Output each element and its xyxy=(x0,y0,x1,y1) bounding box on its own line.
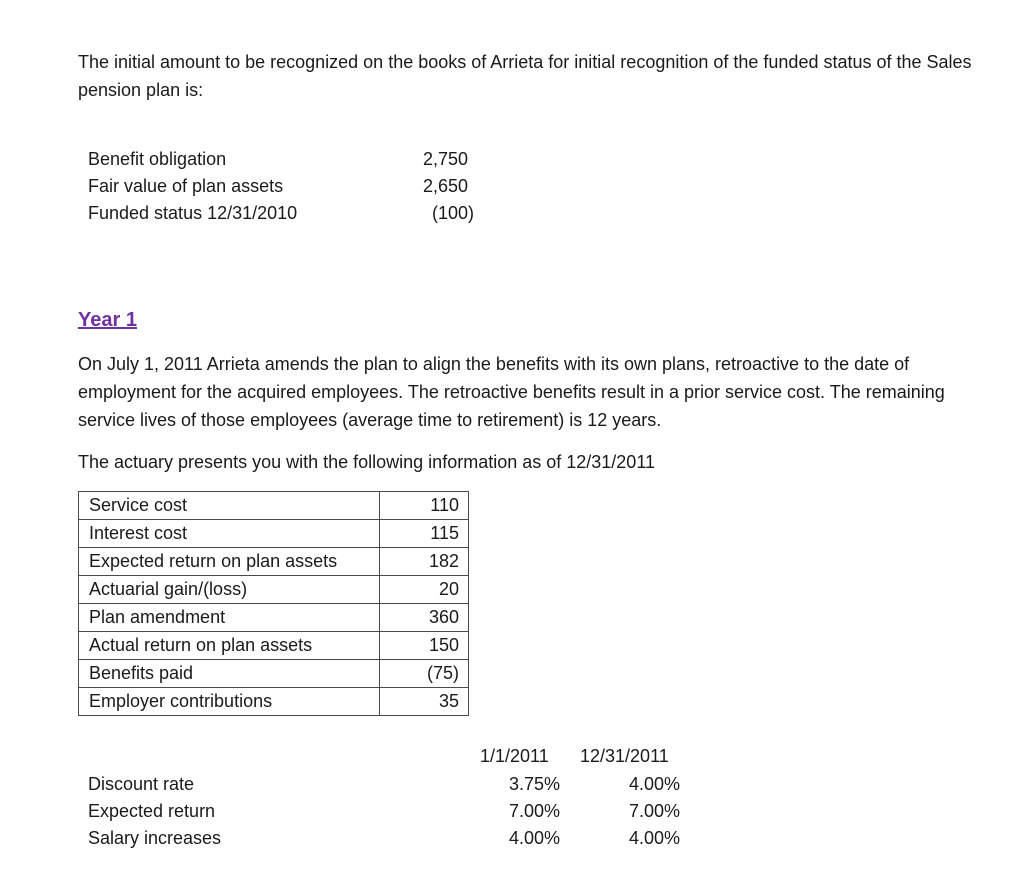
row-label: Fair value of plan assets xyxy=(88,176,284,196)
table-row xyxy=(79,520,469,548)
table-cell-value: 35 xyxy=(380,688,469,716)
amendment-paragraph: On July 1, 2011 Arrieta amends the plan to align the benefits with its own plans, retroactive to the date of employment for the acquired employees. The retroactive benefits result in a prior service cost. The remaining service lives of those employees (average time to retirement) is 12 years. xyxy=(78,354,945,430)
rate-value-2: 7.00% xyxy=(628,801,680,821)
table-row xyxy=(79,604,469,632)
table-row xyxy=(79,660,469,688)
table-cell-label: Actual return on plan assets xyxy=(79,632,380,660)
table-row xyxy=(79,688,469,716)
table-cell-label: Plan amendment xyxy=(79,604,380,632)
table-cell-label: Benefits paid xyxy=(79,660,380,688)
table-cell-label: Employer contributions xyxy=(79,688,380,716)
table-cell-label: Service cost xyxy=(79,492,380,520)
table-cell-label: Actuarial gain/(loss) xyxy=(79,576,380,604)
year-1-heading: Year 1 xyxy=(78,309,137,331)
table-row xyxy=(79,492,469,520)
rate-value-1: 4.00% xyxy=(508,828,560,848)
funded-status-row xyxy=(88,146,468,173)
rate-value-2: 4.00% xyxy=(628,774,680,794)
rate-label: Salary increases xyxy=(88,828,222,848)
rate-value-1: 7.00% xyxy=(508,801,560,821)
rates-col1-header: 1/1/2011 xyxy=(480,746,549,766)
table-cell-value: 360 xyxy=(380,604,469,632)
rate-row xyxy=(88,824,688,852)
rate-value-2: 4.00% xyxy=(628,828,680,848)
row-value: (100) xyxy=(431,203,474,223)
rate-row xyxy=(88,770,688,798)
row-label: Funded status 12/31/2010 xyxy=(88,203,298,223)
rates-col2-header: 12/31/2011 xyxy=(580,746,669,766)
table-cell-value: 115 xyxy=(380,520,469,548)
table-cell-label: Expected return on plan assets xyxy=(79,548,380,576)
table-cell-value: 150 xyxy=(380,632,469,660)
rate-row xyxy=(88,797,688,825)
table-row xyxy=(79,548,469,576)
rate-label: Discount rate xyxy=(88,774,195,794)
table-row xyxy=(79,576,469,604)
row-value: 2,650 xyxy=(422,176,468,196)
rate-label: Expected return xyxy=(88,801,216,821)
row-value: 2,750 xyxy=(422,149,468,169)
table-cell-label: Interest cost xyxy=(79,520,380,548)
table-row xyxy=(79,632,469,660)
row-label: Benefit obligation xyxy=(88,149,227,169)
actuary-table xyxy=(78,491,469,716)
table-cell-value: (75) xyxy=(380,660,469,688)
table-cell-value: 20 xyxy=(380,576,469,604)
table-cell-value: 110 xyxy=(380,492,469,520)
actuary-intro-text: The actuary presents you with the following information as of 12/31/2011 xyxy=(78,452,656,472)
intro-paragraph: The initial amount to be recognized on the books of Arrieta for initial recognition of the funded status of the Sales pension plan is: xyxy=(78,52,972,100)
funded-status-row xyxy=(88,173,468,200)
table-cell-value: 182 xyxy=(380,548,469,576)
rate-value-1: 3.75% xyxy=(508,774,560,794)
funded-status-row xyxy=(88,200,474,227)
